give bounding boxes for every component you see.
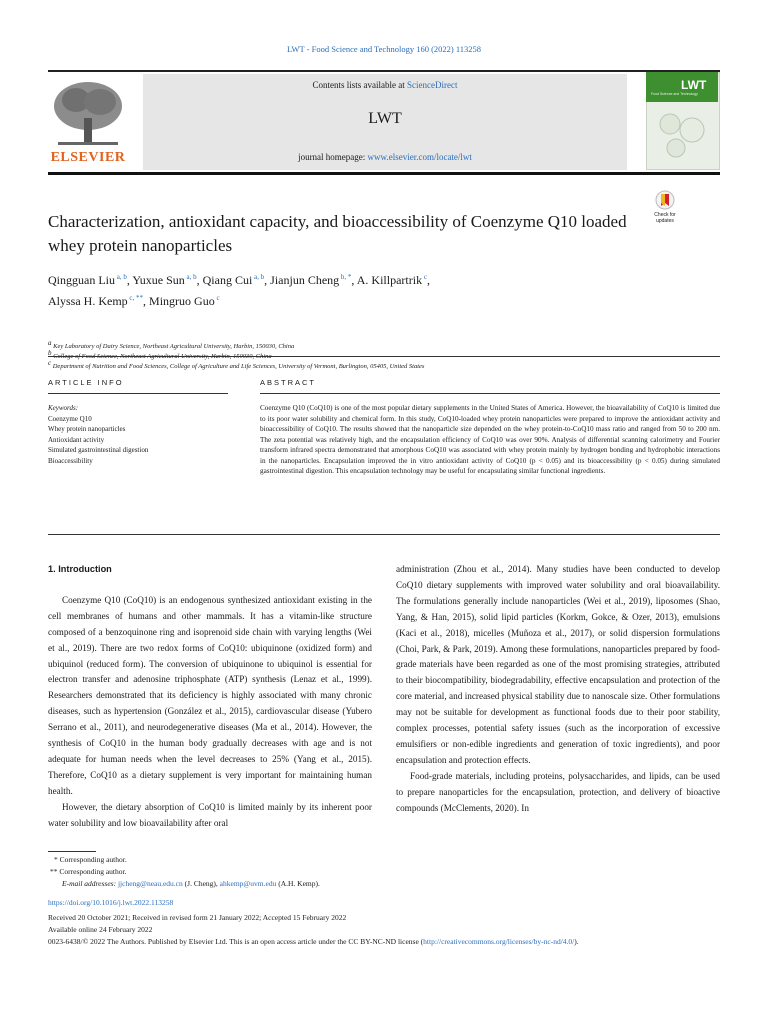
author-separator: , <box>143 294 150 308</box>
email-owner-kemp: (A.H. Kemp). <box>276 879 320 888</box>
abstract-heading: ABSTRACT <box>260 378 317 387</box>
header-top-rule <box>48 70 720 72</box>
cover-subtitle: Food Science and Technology <box>651 92 698 96</box>
introduction-heading: 1. Introduction <box>48 564 112 574</box>
journal-name: LWT <box>368 110 402 127</box>
homepage-prefix: journal homepage: <box>298 152 368 162</box>
keyword-item: Simulated gastrointestinal digestion <box>48 446 149 454</box>
author-separator: , <box>351 273 357 287</box>
check-for-updates-label[interactable]: Check for updates <box>654 212 676 224</box>
license-text: 0023-6438/© 2022 The Authors. Published by Elsevier Ltd. This is an open access article under the CC BY-NC-ND license ( <box>48 937 424 946</box>
check-for-updates-icon[interactable] <box>655 190 675 212</box>
article-title: Characterization, antioxidant capacity, and bioaccessibility of Coenzyme Q10 loaded whey protein nanoparticles <box>48 212 627 255</box>
keywords-block <box>48 403 228 466</box>
contents-line <box>143 80 627 90</box>
affiliation-mark: b <box>48 349 52 357</box>
author-separator: , <box>126 273 133 287</box>
author-name[interactable]: Mingruo Guo <box>149 294 215 308</box>
email-owner-cheng: (J. Cheng), <box>182 879 220 888</box>
cover-title: LWT <box>681 78 707 92</box>
author-separator: , <box>426 273 430 287</box>
author-affiliation-sup[interactable]: a, b <box>115 273 127 281</box>
email-label: E-mail addresses: <box>62 879 118 888</box>
license-suffix: ). <box>574 937 579 946</box>
footnotes <box>48 854 720 890</box>
affiliation-mark: c <box>48 359 52 367</box>
author-list <box>48 268 608 310</box>
author-name[interactable]: A. Killpartrik <box>356 273 423 287</box>
homepage-line <box>143 152 627 162</box>
contents-prefix: Contents lists available at <box>312 80 407 90</box>
received-dates: Received 20 October 2021; Received in revised form 21 January 2022; Accepted 15 February 2022 <box>48 913 347 922</box>
author-affiliation-sup[interactable]: c, ** <box>127 294 144 302</box>
body-column-left <box>48 562 372 832</box>
intro-paragraph-4: Food-grade materials, including proteins, polysaccharides, and lipids, can be used to prepare nanoparticles for the encapsulation, protection, and delivery of bioactive compounds (McClements, 2020). In <box>396 770 720 813</box>
keywords-label: Keywords: <box>48 404 79 412</box>
available-online: Available online 24 February 2022 <box>48 925 153 934</box>
keyword-item: Whey protein nanoparticles <box>48 425 126 433</box>
author-name[interactable]: Yuxue Sun <box>132 273 185 287</box>
abstract-bottom-rule <box>48 534 720 535</box>
affiliation-text: Key Laboratory of Dairy Science, Northeast Agricultural University, Harbin, 150030, China <box>53 343 295 351</box>
footnote-rule <box>48 851 96 852</box>
author-name[interactable]: Alyssa H. Kemp <box>48 294 128 308</box>
author-name[interactable]: Qiang Cui <box>202 273 253 287</box>
doi-link[interactable]: https://doi.org/10.1016/j.lwt.2022.113258 <box>48 898 174 907</box>
keyword-item: Bioaccessibility <box>48 456 93 465</box>
email-link-kemp[interactable]: ahkemp@uvm.edu <box>219 879 277 888</box>
license-link[interactable]: http://creativecommons.org/licenses/by-nc-nd/4.0/ <box>423 937 575 946</box>
header-bottom-rule <box>48 172 720 175</box>
license-line <box>48 936 720 948</box>
body-column-right <box>396 562 720 817</box>
author-affiliation-sup[interactable]: a, b <box>184 273 197 281</box>
author-name[interactable]: Jianjun Cheng <box>270 273 340 287</box>
abstract-text: Coenzyme Q10 (CoQ10) is one of the most popular dietary supplements in the United States of America. However, the bioavailability of CoQ10 is limited due to its poor water solubility and chemical form. In this study, CoQ10-loaded whey protein nanoparticles were prepared to improve the antioxidant activity and bioaccessibility of CoQ10. The results showed that the nanoparticle size depended on the whey protein-to-CoQ10 mass ratio and ranged from 50 to 200 nm. The zeta potential was relatively high, and the encapsulation efficiency of CoQ10 was over 90%. Analysis of differential scanning calorimetry and Fourier transform infrared spectra demonstrated that amorphous CoQ10 was associated with whey protein mainly by hydrogen bonding and hydrophobic interactions in the nanoparticles. Encapsulation improved the in vitro antioxidant activity of CoQ10 (p < 0.05) and its bioaccessibility (p < 0.05) during simulated gastrointestinal digestion. This encapsulation technology may be useful for encapsulating similar functional ingredients. <box>260 404 720 475</box>
affiliation-text: Department of Nutrition and Food Sciences, College of Agriculture and Life Sciences, University of Vermont, Burlington, 05405, United States <box>52 363 425 371</box>
author-affiliation-sup[interactable]: c <box>214 294 220 302</box>
intro-paragraph-3: administration (Zhou et al., 2014). Many studies have been conducted to develop CoQ10 dietary supplements with improved water solubility and oral bioavailability. The formulations generally include nanoparticles (Wei et al., 2019), liposomes (Shao, Yang, & Han, 2015), solid lipid particles (Korkm, Gokce, & Ozer, 2013), emulsions (Kaci et al., 2018), micelles (Muñoza et al., 2017), or solid dispersion formulations (Choi, Park, & Park, 2019). Among these formulations, nanoparticles prepared by food-grade materials have been regarded as one of the most promising strategies, attributed to their biocompatibility, biodegradability, effective encapsulation and protection of the core material, and increased physical stability due to nanoscale size. Other formulations may not be suitable for development as functional foods due to their poor stability, complex processes, potential safety issues (such as the incorporation of excessive emulsifiers or non-edible ingredients and generation of toxic ingredients), and poor encapsulation and protection effects. <box>396 564 720 765</box>
abstract-rule <box>260 393 720 394</box>
author-separator: , <box>196 273 203 287</box>
intro-paragraph-2: However, the dietary absorption of CoQ10 is limited mainly by its inherent poor water solubility and low bioavailability after oral <box>48 801 372 828</box>
homepage-link[interactable]: www.elsevier.com/locate/lwt <box>367 152 472 162</box>
author-name[interactable]: Qingguan Liu <box>48 273 115 287</box>
affiliation-c <box>48 358 720 372</box>
author-affiliation-sup[interactable]: a, b <box>252 273 265 281</box>
article-history <box>48 912 720 948</box>
author-affiliation-sup[interactable]: c <box>422 273 427 281</box>
article-info-rule <box>48 393 228 394</box>
keyword-item: Antioxidant activity <box>48 435 105 444</box>
affiliation-rule <box>48 356 720 357</box>
author-affiliation-sup[interactable]: b, * <box>339 273 352 281</box>
corresponding-author-2: ** Corresponding author. <box>50 867 127 876</box>
keyword-item: Coenzyme Q10 <box>48 414 92 423</box>
article-info-heading: ARTICLE INFO <box>48 378 124 387</box>
affiliation-mark: a <box>48 339 52 347</box>
elsevier-wordmark: ELSEVIER <box>50 150 126 165</box>
sciencedirect-link[interactable]: ScienceDirect <box>407 80 458 90</box>
journal-citation[interactable]: LWT - Food Science and Technology 160 (2022) 113258 <box>286 44 482 54</box>
email-link-cheng[interactable]: jjcheng@neau.edu.cn <box>117 879 183 888</box>
affiliation-text: College of Food Science, Northeast Agricultural University, Harbin, 150030, China <box>53 353 272 361</box>
cover-art <box>654 108 710 162</box>
email-line <box>48 878 720 890</box>
intro-paragraph-1: Coenzyme Q10 (CoQ10) is an endogenous synthesized antioxidant existing in the cell membranes of humans and other mammals. It has a vitamin-like structure composed of a benzoquinone ring and isoprenoid side chain with varying lengths (Wei et al., 2019). There are two redox forms of CoQ10: ubiquinone (oxidized form) and ubiquinol (reduced form). The conversion of ubiquinone to ubiquinol is essential for electron transfer and adenosine triphosphate (ATP) synthesis (Lenaz et al., 1999). Researchers demonstrated that its deficiency is highly associated with many chronic diseases, such as hypertension (González et al., 2015), cardiovascular disease (Yubero Serrano et al., 2011), and neurodegenerative diseases (Ma et al., 2014). However, the synthesis of CoQ10 in the human body gradually decreases with age and is not adequate for human needs when the level decreases to 25% (Yang et al., 2015). Therefore, CoQ10 as a dietary supplement is very important for maintaining human health. <box>48 594 372 796</box>
corresponding-author-1: * Corresponding author. <box>54 855 127 864</box>
author-separator: , <box>264 273 271 287</box>
